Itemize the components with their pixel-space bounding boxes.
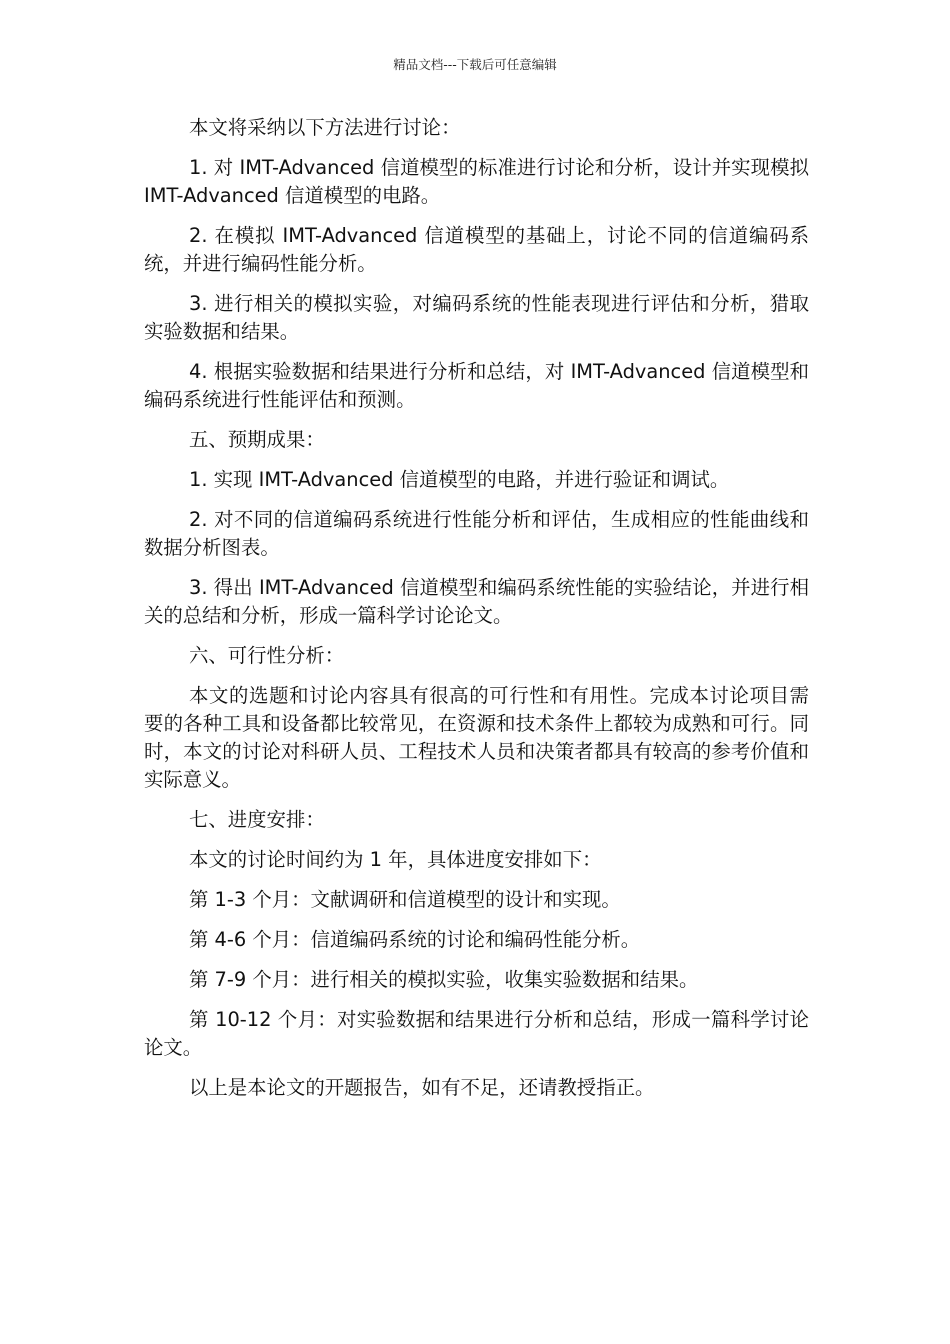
section-heading-expected-results: 五、预期成果： — [189, 428, 325, 451]
paragraph-schedule-3: 第 7-9 个月：进行相关的模拟实验，收集实验数据和结果。 — [189, 968, 699, 991]
paragraph-method-4: 4. 根据实验数据和结果进行分析和总结，对 IMT-Advanced 信道模型和编码系统进行性能评估和预测。 — [144, 360, 809, 411]
paragraph-methods-intro: 本文将采纳以下方法进行讨论： — [189, 116, 461, 139]
paragraph-schedule-2: 第 4-6 个月：信道编码系统的讨论和编码性能分析。 — [189, 928, 641, 951]
paragraph-schedule-4: 第 10-12 个月：对实验数据和结果进行分析和总结，形成一篇科学讨论论文。 — [144, 1008, 809, 1059]
paragraph-method-1: 1. 对 IMT-Advanced 信道模型的标准进行讨论和分析，设计并实现模拟 IMT-Advanced 信道模型的电路。 — [144, 156, 809, 207]
paragraph-method-2: 2. 在模拟 IMT-Advanced 信道模型的基础上，讨论不同的信道编码系统，并进行编码性能分析。 — [144, 224, 809, 275]
page-header: 精品文档---下载后可任意编辑 — [393, 57, 557, 72]
document-body — [144, 114, 809, 1114]
paragraph-feasibility: 本文的选题和讨论内容具有很高的可行性和有用性。完成本讨论项目需要的各种工具和设备都比较常见，在资源和技术条件上都较为成熟和可行。同时，本文的讨论对科研人员、工程技术人员和决策者都具有较高的参考价值和实际意义。 — [144, 684, 809, 791]
section-heading-feasibility: 六、可行性分析： — [189, 644, 345, 667]
paragraph-schedule-1: 第 1-3 个月：文献调研和信道模型的设计和实现。 — [189, 888, 621, 911]
paragraph-result-1: 1. 实现 IMT-Advanced 信道模型的电路，并进行验证和调试。 — [189, 468, 730, 491]
paragraph-schedule-intro: 本文的讨论时间约为 1 年，具体进度安排如下： — [189, 848, 602, 871]
paragraph-result-3: 3. 得出 IMT-Advanced 信道模型和编码系统性能的实验结论，并进行相关的总结和分析，形成一篇科学讨论论文。 — [144, 576, 809, 627]
paragraph-method-3: 3. 进行相关的模拟实验，对编码系统的性能表现进行评估和分析，猎取实验数据和结果。 — [144, 292, 809, 343]
section-heading-schedule: 七、进度安排： — [189, 808, 325, 831]
paragraph-result-2: 2. 对不同的信道编码系统进行性能分析和评估，生成相应的性能曲线和数据分析图表。 — [144, 508, 809, 559]
paragraph-closing: 以上是本论文的开题报告，如有不足，还请教授指正。 — [189, 1076, 655, 1099]
